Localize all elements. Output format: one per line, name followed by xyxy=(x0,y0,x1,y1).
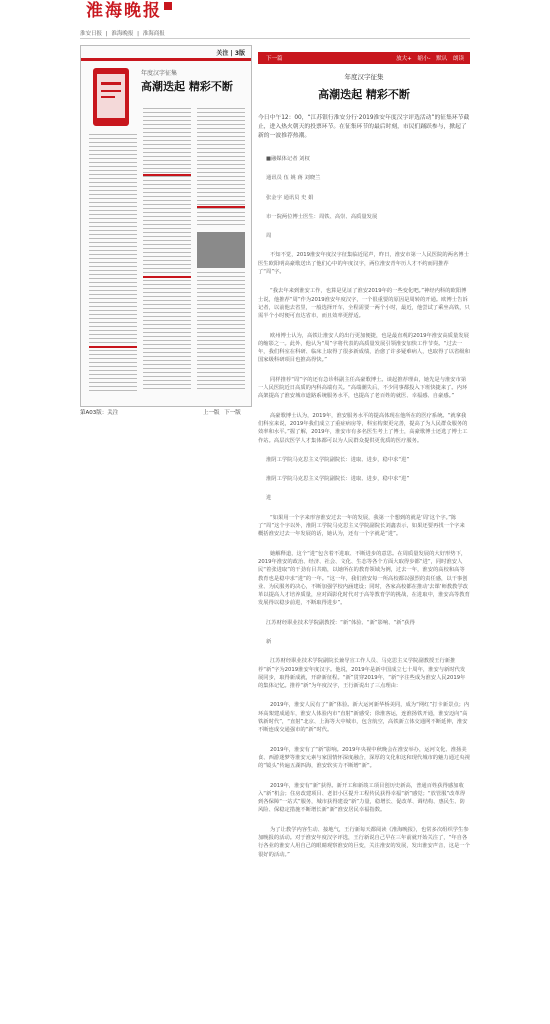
page-thumbnail[interactable] xyxy=(80,45,252,407)
article-paragraph: 江苏财经职业技术学院副教授：“新”体验、“新”影响、“新”获得 xyxy=(266,619,415,626)
top-nav xyxy=(80,29,167,37)
article-paragraph: ■融媒体记者 刘权 xyxy=(266,156,310,162)
article-paragraph: 同样推荐“周”字的还有急诊科副主任高豪歌博士。谈起推荐理由，她先是与淮安市第一人民医院近日高质的内科高端有关。“高端潮失后，不少同事都投入下班快捷来了。内环高架提高了淮安城市道路系统服务水平，也提高了老百姓的就医、幸福感、自豪感。” xyxy=(258,376,468,400)
article-paragraph: 淮阴工学院马克思主义学院副院长：进取、进步，稳中求“进” xyxy=(266,456,410,463)
article-paragraph: 市一院两位博士医生：周铁、高崇、高质量发展 xyxy=(266,213,378,220)
article xyxy=(258,64,470,870)
page-pager xyxy=(200,408,241,416)
article-paragraph: 张金宇 通讯员 史 娟 xyxy=(266,194,314,201)
article-paragraph: 淮阴工学院马克思主义学院副院长：进取、进步，稳中求“进” xyxy=(266,476,410,483)
next-article-link[interactable]: 下一篇 xyxy=(266,56,283,62)
article-paragraph: 2019年，淮安有了“新”影响。2019年央视中秋晚会在淮安举办，运河文化、淮扬美食、西游迷梦等淮安元素与家国情怀深度融合，深厚的文化和这和现代城市的魅力通过央视的“镜头”传遍五湖四海，淮安软实力不断增“新”。 xyxy=(258,746,470,770)
thumb-subhead-rule xyxy=(197,206,245,208)
site-logo[interactable] xyxy=(80,0,178,22)
article-paragraph: 新 xyxy=(266,638,272,645)
thumb-text-column xyxy=(143,108,191,392)
page-caption: 第A03版：关注 xyxy=(80,410,119,416)
default-size-button[interactable]: 默认 xyxy=(436,56,448,62)
nav-link-huaian-daily[interactable]: 淮安日报 xyxy=(80,31,103,37)
thumb-subhead-rule xyxy=(89,346,137,348)
article-paragraph: 周 xyxy=(266,233,272,240)
article-toolbar xyxy=(258,52,470,64)
nav-link-huaihai-business[interactable]: 淮海商报 xyxy=(142,31,165,37)
article-paragraph: “我去年来到淮安工作，也算是见证了淮安2019年的一些变化吧。”神经内科的欧阳博士说，他推荐“周”作为2019淮安年度汉字，一个很重要的原因是周转的开通。欧博士告诉记者，以前他去省里，一般选择开车，全程需要一两个小时，最近，他尝试了乘坐高铁，只需半个小时便可直达省市，而且效率更舒适。 xyxy=(258,288,470,320)
article-lead: 今日中午12：00，“江苏银行淮安分行·2019淮安年度汉字评选活动”的征集环节截止，进入热火朝天的投票环节。在征集环节的最后时刻，市民们踊跃参与，掀起了新的一波推荐热潮。 xyxy=(258,115,470,139)
nav-sep: | xyxy=(105,31,108,37)
logo-seal-icon xyxy=(164,2,172,10)
thumb-photo xyxy=(197,232,245,268)
article-paragraph: 通讯员 伍 姚 蒋 刘晓兰 xyxy=(266,175,321,182)
article-paragraph: 欧州博士认为，高铁让淮安人的出行更加便捷，也是最直观的2019年淮安高质量发展的缩影之一。此外，他认为“周”字将代表的高质量发展引领淮安加快工作节奏。“过去一年，我们科室在科研、临床上取得了很多新成绩，治愈了许多疑难病人，也取得了以省级和国家级科研项目也推高得快。” xyxy=(258,332,470,364)
read-aloud-button[interactable]: 朗读 xyxy=(452,56,464,62)
thumb-subhead-rule xyxy=(143,276,191,278)
zoom-in-button[interactable]: 放大+ xyxy=(396,56,412,62)
font-controls xyxy=(392,54,464,62)
thumb-phone-graphic xyxy=(89,66,133,128)
article-body xyxy=(258,155,470,859)
zoom-out-button[interactable]: 缩小- xyxy=(417,56,431,62)
site-header xyxy=(0,0,550,26)
nav-divider xyxy=(80,38,470,39)
thumb-text-column xyxy=(89,134,137,392)
article-paragraph: 为了让教学内容生动、接地气，王行新每天都阅读《淮海晚报》，也常多次组织学生参加晚报的活动。对于淮安年度汉字评选，王行新说自己早在三年前就开始关注了，“年自各行各业的淮安人用自己的眼睛观察淮安的巨变，关注淮安的发展，发出淮安声音，这是一个很好的活动。” xyxy=(258,826,470,858)
thumb-text-column xyxy=(197,272,245,392)
logo-text: 淮海晚报 xyxy=(86,1,162,21)
next-page-link[interactable]: 下一版 xyxy=(224,410,241,416)
thumb-kicker: 年度汉字征集 xyxy=(141,70,178,77)
thumb-section-label: 关注 | 3版 xyxy=(216,50,245,57)
article-title: 高潮迭起 精彩不断 xyxy=(318,88,410,101)
article-paragraph: 她解释道，这个“进”包含着不进取、不断进步的意思。在周质量发展的大好形势下，2019年淮安的政治、经济、社会、文化、生态等各个方面大取得步都“进”，同时淮安人民“着张进取”的干劲有目共睹，以她所在的教育领域为例，过去一年，淮安的高校和高等教育也是稳中求“进”的一年。“这一年，我们淮安每一所高校都以强烈的责任感，以干事创业、为民服务的决心，不断加强学校内涵建设；同时，各家高校都在推动‘去课’师教教学改革以提高人才培养质量，应对面影化时代对于高等教育学的挑战，在进取中，淮安高等教育发展得以稳步前进，不断取得进步”。 xyxy=(258,550,470,607)
article-paragraph: 高豪歌博士认为，2019年，淮安服务水平的提高体现在他所在的医疗系统。“就拿我们科室来说，2019年我们成立了重症病房等，科室构架更完善，提高了为人民群众服务的效率和水平。”握了解，2019年，淮安市有多名医生考上了博士，高豪歌博士还选了博士工作站。高层次医学人才集体都可以为人民群众提供更优质的医疗服务。 xyxy=(258,412,468,444)
article-paragraph: 江苏财经职业技术学院副院长兼导宣工作人员、马克思主义学院副教授王行新推荐“新”字为2019淮安年度汉字。他说，2019年是新中国成立七十周年，淮安与新时代发展同步，取得新成就，开辟新征程。“新”贯穿2019年，“新”字注些成为淮安人民2019年的集体记忆。推荐“新”为年度汉字，王行新说出了三点理由： xyxy=(258,658,466,690)
article-kicker: 年度汉字征集 xyxy=(344,73,384,81)
nav-sep: | xyxy=(137,31,139,37)
thumb-subhead-rule xyxy=(143,174,191,176)
thumb-red-rule xyxy=(81,58,251,61)
thumb-header xyxy=(81,46,251,58)
thumb-title: 高潮迭起 精彩不断 xyxy=(141,80,233,93)
prev-page-link[interactable]: 上一版 xyxy=(203,410,220,416)
nav-link-huaihai-evening[interactable]: 淮海晚报 xyxy=(111,31,134,37)
article-paragraph: “如果用一个字来形容淮安过去一年的发展，我第一个想到的就是‘周’这个字。”陈了“周”这个字以外，淮阴工学院马克思主义学院副院长刘鑫表示，如果还要再找一个字来概括淮安过去一年发展的话，她认为，还有一个字就是“进”。 xyxy=(258,514,465,538)
article-paragraph: 进 xyxy=(266,495,272,502)
article-paragraph: 不知不觉，2019淮安年度汉字征集临近尾声，昨日，淮安市第一人民医院的两名博士医生欧阳明高豪歌送出了他们心中的年度汉字，两位淮安青年历人才不约而同推荐了“周”字。 xyxy=(258,252,469,276)
article-paragraph: 2019年，淮安有“新”获得。新开工和新竣工项目创历史新高，普通百姓获得感加收入“新”机会；住房改建项目、老旧小区提升工程传民获得幸福“新”感觉；“放管服”改革得到各保障“一站式”服务，城市获得建设“新”力量，稳增长、促改革、调结构、惠民生、防风险、保稳定措施不断增长新“新”淮安居民幸福指数。 xyxy=(258,782,466,814)
thumb-text-column xyxy=(197,108,245,228)
article-paragraph: 2019年，淮安人民有了“新”体验。新大运河新华桥美同，成为“网红”打卡新景点；内环高架建成通车，淮安人体验内市“直射”新感受；徐淮客运，连淮扬铁开通，淮安迈向“高铁新时代”，“直射”北京、上海等大中城市，包含航空，高铁新立体交通网不断延伸，淮安不断连成交通强市的“新”时代。 xyxy=(258,702,470,734)
